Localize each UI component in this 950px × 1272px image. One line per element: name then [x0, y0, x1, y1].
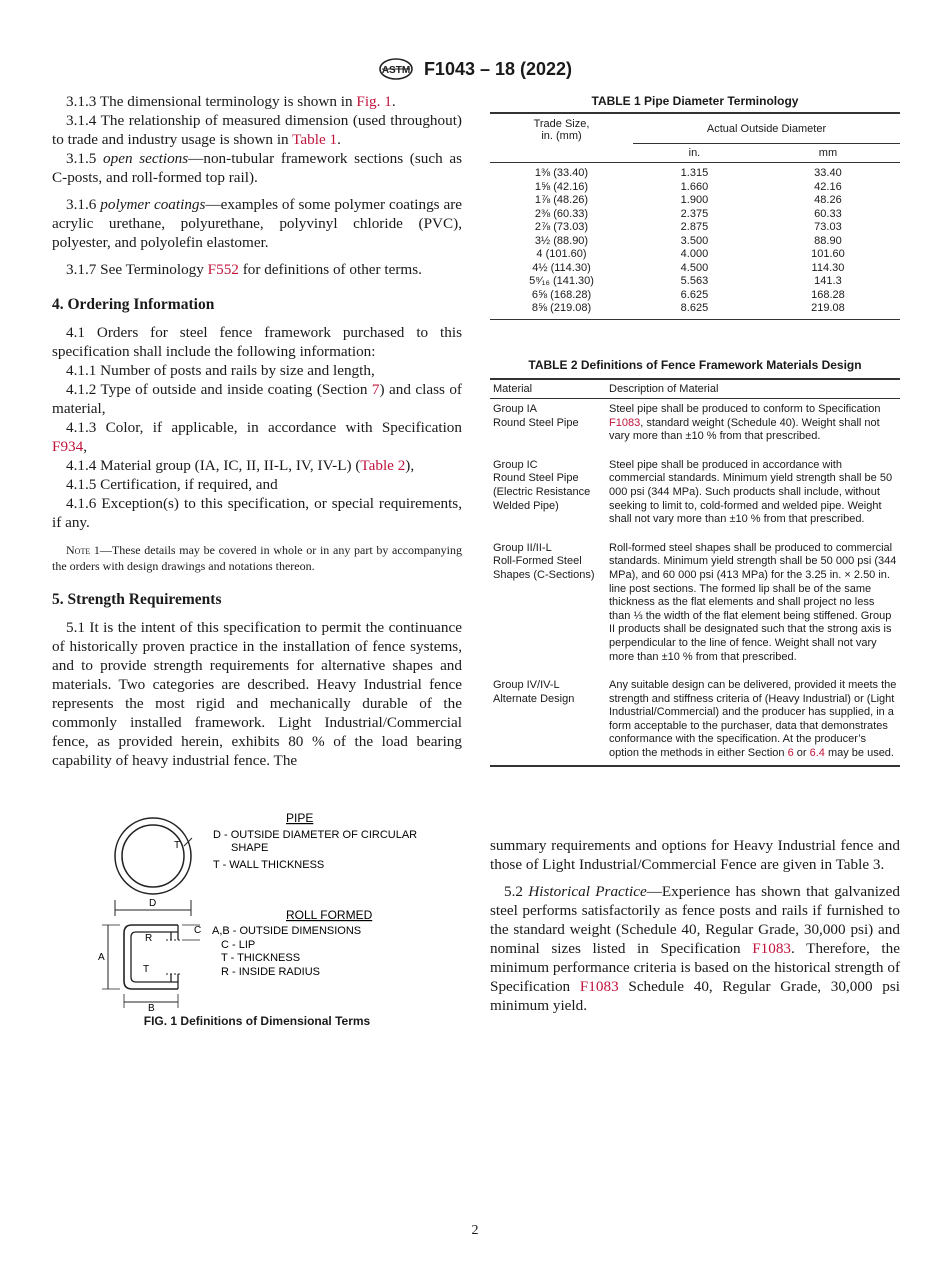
para-4-1-5: 4.1.5 Certification, if required, and [66, 476, 278, 493]
t2-header-description: Description of Material [609, 383, 719, 395]
t1-cell-mm: 219.08 [811, 302, 845, 314]
astm-logo-icon [378, 58, 414, 80]
t1-cell-trade: 1⅜ (33.40) [534, 167, 589, 179]
link-f934[interactable]: F934 [52, 438, 84, 455]
table-2-block [490, 358, 900, 767]
left-column [52, 92, 462, 770]
t2-material: Group IA Round Steel Pipe [493, 403, 579, 429]
pipe-label-t: T [174, 840, 181, 851]
table-row [490, 289, 900, 303]
table-1-caption: TABLE 1 Pipe Diameter Terminology [591, 94, 799, 108]
t1-cell-trade: 1⅝ (42.16) [534, 180, 589, 193]
link-f1083[interactable]: F1083 [609, 416, 641, 429]
link-table-1[interactable]: Table 1 [292, 131, 338, 148]
roll-label-t: T [143, 964, 150, 975]
pipe-inner-circle [122, 825, 184, 887]
table-row [490, 275, 900, 289]
t1-cell-mm: 42.16 [814, 180, 842, 193]
pipe-label-d: D [149, 898, 157, 909]
t1-cell-trade: 4 (101.60) [536, 248, 587, 260]
svg-text:ASTM: ASTM [381, 65, 411, 76]
section-4-heading: 4. Ordering Information [52, 296, 215, 313]
document-designation: F1043 – 18 (2022) [423, 58, 573, 79]
page-header [0, 58, 950, 80]
table-row [490, 181, 900, 195]
t1-cell-in: 1.660 [680, 180, 709, 193]
table-row [490, 302, 900, 316]
roll-label-c: C [194, 925, 202, 936]
pipe-legend-d: D - OUTSIDE DIAMETER OF CIRCULAR [213, 829, 418, 841]
t1-cell-mm: 33.40 [814, 167, 842, 179]
table-row [490, 248, 900, 262]
link-f1083[interactable]: F1083 [579, 978, 619, 995]
t1-cell-mm: 48.26 [814, 194, 842, 206]
t2-material: Group II/II-L Roll-Formed Steel Shapes (C-Sections) [493, 541, 595, 581]
para-3-1-6: 3.1.6 polymer coatings—examples of some polymer coatings are acrylic urethane, polyurethane, polyvinyl chloride (PVC), polyester, and polyolefin elastomer. [52, 196, 463, 251]
t1-cell-trade: 5⁹⁄₁₆ (141.30) [529, 275, 594, 287]
t1-cell-in: 4.500 [680, 261, 709, 274]
roll-label-b: B [148, 1003, 155, 1013]
para-3-1-5: 3.1.5 open sections—non-tubular framework sections (such as C-posts, and roll-formed top rail). [52, 150, 462, 186]
t1-cell-in: 3.500 [680, 234, 709, 247]
table-1-block [490, 94, 900, 320]
roll-legend-r: R - INSIDE RADIUS [221, 966, 321, 978]
table-row [490, 538, 900, 675]
t1-cell-trade: 4½ (114.30) [532, 261, 591, 274]
table-2-caption: TABLE 2 Definitions of Fence Framework Materials Design [528, 358, 862, 372]
table-row [490, 221, 900, 235]
pipe-heading: PIPE [286, 811, 314, 825]
t1-cell-mm: 101.60 [811, 248, 845, 260]
t1-header-actual: Actual Outside Diameter [706, 123, 827, 135]
t1-cell-mm: 168.28 [811, 288, 845, 301]
t1-cell-in: 5.563 [680, 275, 709, 287]
para-4-1-1: 4.1.1 Number of posts and rails by size and length, [66, 362, 375, 379]
table-row [490, 235, 900, 249]
link-fig-1[interactable]: Fig. 1 [356, 93, 392, 110]
para-3-1-4: 3.1.4 The relationship of measured dimension (used throughout) to trade and industry usage is shown in Table 1. [52, 112, 462, 148]
table-row [490, 455, 900, 538]
para-4-1-6: 4.1.6 Exception(s) to this specification, or special requirements, if any. [52, 495, 462, 531]
roll-heading: ROLL FORMED [286, 908, 373, 922]
para-5-1: 5.1 It is the intent of this specification to permit the continuance of historically proven practice in the installation of fence systems, and to provide strength requirements for alternative shapes and materials. Two categories are described. Heavy Industrial fence represents the most rigid and mechanically durable of the commonly installed framework. Light Industrial/Commercial fence, as provided herein, exhibits 80 % of the load bearing capability of heavy industrial fence. The [52, 619, 462, 769]
link-section-6[interactable]: 6 [787, 747, 794, 760]
roll-label-a: A [98, 952, 105, 963]
para-4-1-4: 4.1.4 Material group (IA, IC, II, II-L, IV, IV-L) (Table 2), [66, 457, 415, 474]
figure-1-caption: FIG. 1 Definitions of Dimensional Terms [143, 1014, 371, 1028]
table-row [490, 194, 900, 208]
t2-description: Roll-formed steel shapes shall be produced to commercial standards. Minimum yield strength shall be 50 000 psi (344 MPa), and 60 000 psi (413 MPa) for the 3.25 in. × 2.50 in. line post sections. The formed lip shall be of the same thickness as the flat elements and shall project no less than ⅓ the width of the flat element being stiffened. Group II products shall be designated such that the strong axis is perpendicular to the line of fence. Weight shall not vary more than ±10 % from that prescribed. [609, 541, 897, 663]
para-3-1-7: 3.1.7 See Terminology F552 for definitions of other terms. [66, 261, 422, 278]
t1-cell-in: 2.375 [680, 207, 709, 220]
note-1: Note 1—These details may be covered in whole or in any part by accompanying the orders with design drawings and notations thereon. [52, 543, 462, 573]
link-f552[interactable]: F552 [207, 261, 239, 278]
table-row [490, 675, 900, 766]
t1-cell-trade: 6⅝ (168.28) [531, 288, 592, 301]
table-row [490, 262, 900, 276]
t1-cell-trade: 8⅝ (219.08) [531, 302, 592, 314]
t1-cell-in: 1.315 [680, 167, 709, 179]
link-f1083[interactable]: F1083 [752, 940, 792, 957]
t1-cell-mm: 73.03 [814, 221, 842, 233]
t1-cell-mm: 114.30 [811, 261, 845, 274]
right-column [490, 836, 900, 1015]
t1-cell-trade: 3½ (88.90) [534, 234, 589, 247]
table-2 [490, 378, 900, 767]
link-table-2[interactable]: Table 2 [360, 457, 406, 474]
t1-cell-mm: 88.90 [814, 234, 842, 247]
t1-cell-trade: 2⅜ (60.33) [534, 207, 589, 220]
table-1 [490, 112, 900, 316]
roll-legend-c: C - LIP [221, 939, 256, 951]
t1-cell-in: 2.875 [680, 221, 709, 233]
table-row [490, 208, 900, 222]
para-5-1-continued: summary requirements and options for Heavy Industrial fence and those of Light Industrial/Commercial Fence are given in Table 3. [490, 837, 900, 873]
t1-cell-trade: 1⅞ (48.26) [534, 194, 589, 206]
page-number: 2 [471, 1223, 479, 1238]
para-4-1: 4.1 Orders for steel fence framework purchased to this specification shall include the following information: [52, 324, 462, 360]
t2-description: Steel pipe shall be produced in accordance with commercial standards. Minimum yield strength shall be 50 000 psi (344 MPa). Such products shall include, without seeking to limit to, cold-formed and welded pipe. Weight shall not vary more than ±10 % from that prescribed. [609, 458, 893, 526]
roll-legend-ab: A,B - OUTSIDE DIMENSIONS [212, 925, 362, 937]
t1-header-trade: Trade Size, in. (mm) [533, 118, 590, 142]
t1-cell-in: 1.900 [680, 194, 709, 206]
pipe-outer-circle [115, 818, 191, 894]
link-section-6-4[interactable]: 6.4 [809, 747, 825, 760]
t1-header-mm: mm [756, 144, 900, 163]
para-3-1-3: 3.1.3 The dimensional terminology is shown in Fig. 1. [66, 93, 396, 110]
para-4-1-2: 4.1.2 Type of outside and inside coating (Section 7) and class of material, [52, 381, 462, 417]
t1-header-in: in. [633, 144, 756, 163]
t1-cell-in: 6.625 [680, 288, 709, 301]
table-row [490, 399, 900, 455]
para-4-1-3: 4.1.3 Color, if applicable, in accordance with Specification F934, [52, 419, 462, 455]
roll-legend-t: T - THICKNESS [221, 952, 301, 964]
link-section-7[interactable]: 7 [371, 381, 380, 398]
t1-cell-in: 8.625 [680, 302, 709, 314]
t2-material: Group IC Round Steel Pipe (Electric Resistance Welded Pipe) [493, 458, 591, 512]
t1-cell-mm: 60.33 [814, 207, 842, 220]
t1-cell-mm: 141.3 [814, 275, 842, 287]
t1-cell-in: 4.000 [680, 248, 709, 260]
pipe-legend-d2: SHAPE [231, 842, 269, 854]
t1-cell-trade: 2⅞ (73.03) [534, 221, 589, 233]
t2-description: Any suitable design can be delivered, provided it meets the strength and stiffness criteria of (Heavy Industrial) or (Light Industrial/Commercial) and the producer has supplied, in a form acceptable to the purchaser, data that demonstrates conformance with the specification. At the producer’s option the methods in either Section 6 or 6.4 may be used. [609, 679, 897, 760]
roll-label-r: R [145, 933, 153, 944]
t2-header-material: Material [493, 383, 533, 395]
section-5-heading: 5. Strength Requirements [52, 591, 222, 608]
pipe-legend-t: T - WALL THICKNESS [213, 859, 325, 871]
para-5-2: 5.2 Historical Practice—Experience has shown that galvanized steel performs satisfactorily as fence posts and rails if furnished to the standard weight (Schedule 40, Regular Grade, 30,000 psi) and nominal sizes listed in Specification F1083. Therefore, the minimum performance criteria is based on the historical strength of Specification F1083 Schedule 40, Regular Grade, 30,000 psi minimum yield. [490, 883, 900, 1014]
t2-description: Steel pipe shall be produced to conform to Specification F1083, standard weight (Schedule 40). Weight shall not vary more than ±10 % from that prescribed. [609, 403, 881, 443]
figure-1-diagram [90, 808, 450, 1013]
table-row [490, 163, 900, 181]
t2-material: Group IV/IV-L Alternate Design [493, 679, 575, 705]
